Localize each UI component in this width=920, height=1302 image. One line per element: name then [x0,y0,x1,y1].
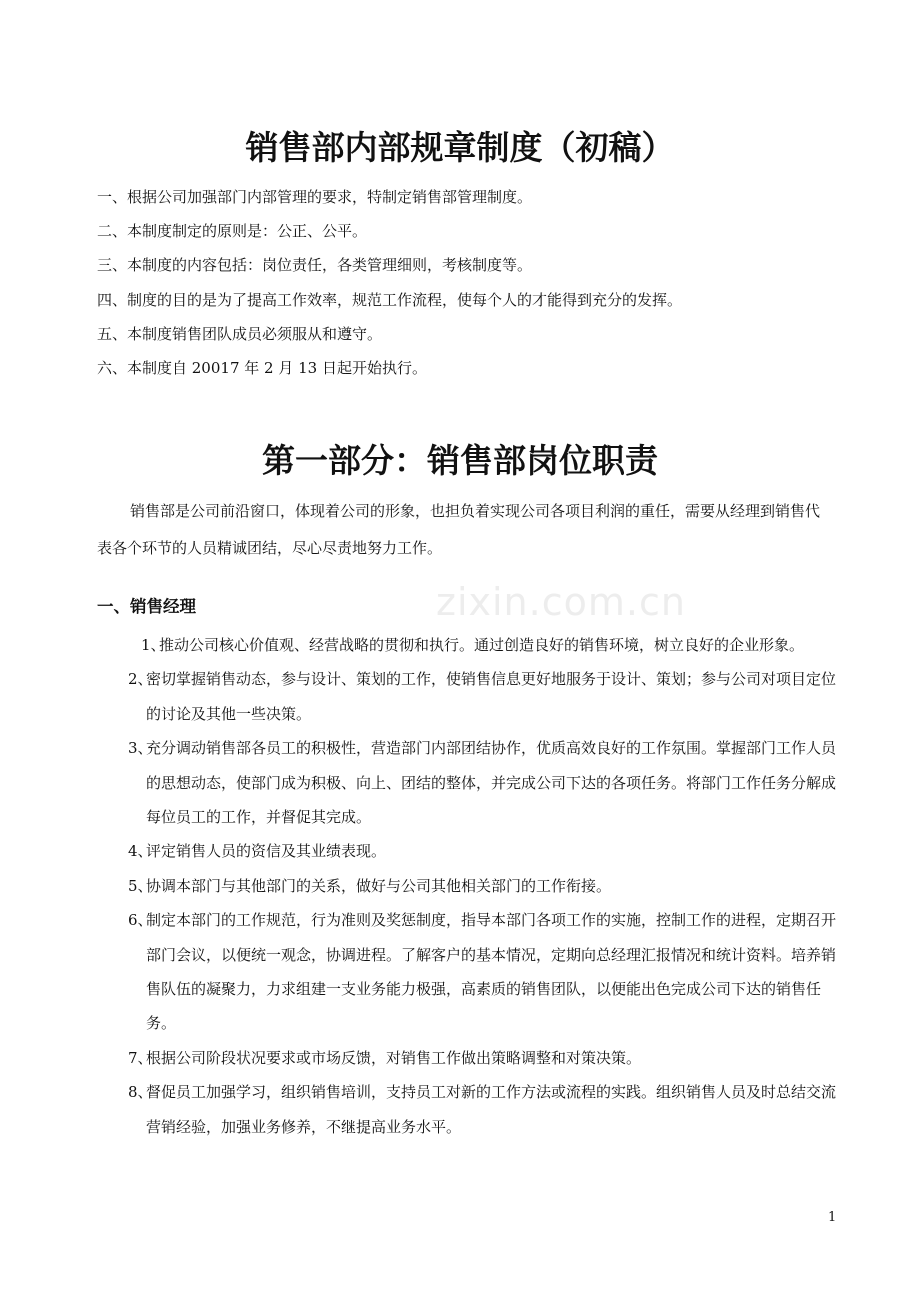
duty-number: 4、 [128,842,153,861]
page-number: 1 [828,1210,837,1225]
duty-text: 推动公司核心价值观、经营战略的贯彻和执行。通过创造良好的销售环境，树立良好的企业形象。 [159,636,805,654]
duty-item [97,1075,837,1144]
intro-item: 三、本制度的内容包括：岗位责任，各类管理细则，考核制度等。 [97,256,533,275]
intro-item: 二、本制度制定的原则是：公正、公平。 [97,222,368,241]
intro-item: 五、本制度销售团队成员必须服从和遵守。 [97,324,383,343]
duty-text: 协调本部门与其他部门的关系，做好与公司其他相关部门的工作衔接。 [146,876,612,895]
duty-text: 根据公司阶段状况要求或市场反馈，对销售工作做出策略调整和对策决策。 [146,1048,642,1067]
duty-number: 1、 [141,636,166,654]
duty-number: 2、 [128,670,153,689]
duties-list [97,628,837,1144]
duty-number: 8、 [128,1083,153,1102]
duty-item [97,662,837,731]
duty-number: 3、 [128,739,153,758]
duty-number: 7、 [128,1048,153,1067]
part-intro-paragraph: 销售部是公司前沿窗口，体现着公司的形象，也担负着实现公司各项目利润的重任，需要从经理到销售代表各个环节的人员精诚团结，尽心尽责地努力工作。 [97,502,821,557]
duty-number: 6、 [128,911,153,930]
intro-list [97,189,857,394]
duty-item [97,628,837,662]
duty-text: 评定销售人员的资信及其业绩表现。 [146,842,387,861]
duty-item [97,903,837,1041]
section-heading: 一、销售经理 [97,597,196,616]
part-title: 第一部分：销售部岗位职责 [262,441,658,481]
document-title: 销售部内部规章制度（初稿） [245,128,675,168]
duty-text: 督促员工加强学习，组织销售培训，支持员工对新的工作方法或流程的实践。组织销售人员及时总结交流营销经验，加强业务修养，不继提高业务水平。 [146,1083,837,1136]
duty-item [97,834,837,868]
duty-number: 5、 [128,876,153,895]
duty-text: 密切掌握销售动态，参与设计、策划的工作，使销售信息更好地服务于设计、策划；参与公司对项目定位的讨论及其他一些决策。 [146,670,837,723]
duty-item [97,1041,837,1075]
intro-item: 一、根据公司加强部门内部管理的要求，特制定销售部管理制度。 [97,188,533,206]
intro-item: 六、本制度自 20017 年 2 月 13 日起开始执行。 [97,358,427,377]
duty-text: 充分调动销售部各员工的积极性，营造部门内部团结协作，优质高效良好的工作氛围。掌握部门工作人员的思想动态，使部门成为积极、向上、团结的整体，并完成公司下达的各项任务。将部门工作任务分解成每位员工的工作，并督促其完成。 [146,739,837,827]
duty-text: 制定本部门的工作规范，行为准则及奖惩制度，指导本部门各项工作的实施，控制工作的进程，定期召开部门会议，以便统一观念，协调进程。了解客户的基本情况，定期向总经理汇报情况和统计资料。培养销售队伍的凝聚力，力求组建一支业务能力极强，高素质的销售团队，以便能出色完成公司下达的销售任务。 [146,911,837,1033]
intro-item: 四、制度的目的是为了提高工作效率，规范工作流程，使每个人的才能得到充分的发挥。 [97,290,683,309]
duty-item [97,869,837,903]
watermark: zixin.com.cn [436,580,686,624]
duty-item [97,731,837,834]
